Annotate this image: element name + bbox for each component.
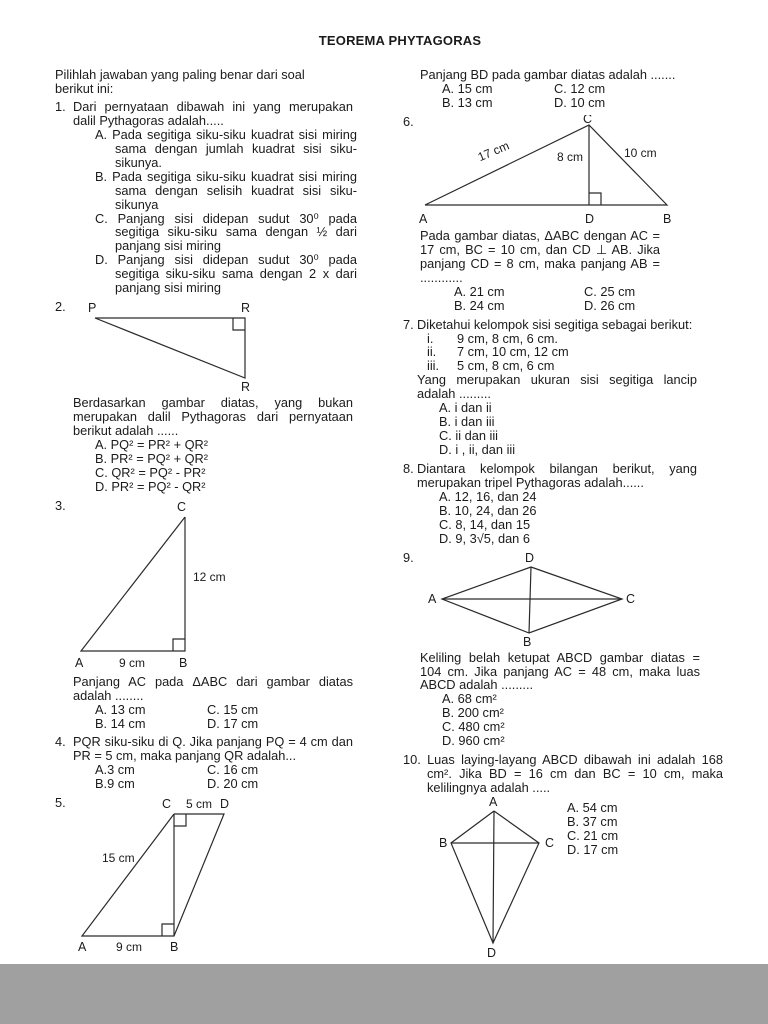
vertex-label-b: B	[663, 211, 672, 226]
triangle-outline	[81, 517, 185, 651]
item-text: 7 cm, 10 cm, 12 cm	[457, 344, 569, 360]
vertex-label-a: A	[78, 940, 87, 955]
question-2-body	[55, 396, 367, 494]
vertex-label-d: D	[525, 550, 535, 565]
question-7-number: 7.	[403, 316, 414, 332]
question-10-options	[567, 801, 618, 857]
question-2-text: Berdasarkan gambar diatas, yang bukan merupakan dalil Pythagoras dari pernyataan berikut adalah ......	[73, 395, 353, 439]
right-column	[403, 68, 745, 961]
option-d: D. PR² = PQ² - QR²	[95, 478, 206, 494]
diagonal-ad	[493, 811, 494, 943]
option-a: A. 54 cm	[567, 799, 618, 815]
question-9-body	[403, 651, 745, 749]
option-a: A. 21 cm	[454, 283, 505, 299]
option-c: C. 480 cm²	[442, 719, 505, 735]
option-c: C. 16 cm	[207, 762, 259, 778]
side-label-8cm: 8 cm	[556, 149, 583, 164]
question-6-text: Pada gambar diatas, ΔABC dengan AC = 17 cm, BC = 10 cm, dan CD ⊥ AB. Jika panjang CD = 8 cm, maka panjang AB = ............	[420, 227, 660, 285]
option-b: B. 14 cm	[95, 715, 146, 731]
figure-rhombus-abcd	[426, 551, 641, 649]
option-b: B. 24 cm	[454, 297, 505, 313]
question-6-number: 6.	[403, 113, 414, 129]
figure-triangle-with-altitude	[417, 115, 679, 227]
list-item-iii	[427, 359, 745, 373]
list-item-i	[427, 332, 745, 346]
option-a: A. 68 cm²	[442, 691, 497, 707]
option-a: A.3 cm	[95, 762, 135, 778]
option-d: D. 10 cm	[554, 95, 606, 111]
option-a: A. i dan ii	[439, 400, 492, 416]
rhombus-lines	[442, 567, 622, 633]
vertex-label-c: C	[177, 499, 187, 514]
right-angle-mark	[233, 318, 245, 330]
question-7-text2: Yang merupakan ukuran sisi segitiga lancip adalah .........	[417, 372, 697, 402]
option-d: D. 17 cm	[207, 715, 259, 731]
item-label: ii.	[427, 344, 437, 360]
figure-lines	[82, 814, 224, 936]
question-7-text: Diketahui kelompok sisi segitiga sebagai berikut:	[417, 316, 693, 332]
option-c: C. Panjang sisi didepan sudut 30⁰ pada segitiga siku-siku sama dengan ½ dari panjang sisi miring	[95, 210, 357, 254]
option-a: A. PQ² = PR² + QR²	[95, 436, 209, 452]
option-a: A. 12, 16, dan 24	[439, 488, 537, 504]
question-7-options	[417, 401, 745, 457]
list-item-ii	[427, 345, 745, 359]
question-8	[403, 462, 745, 546]
kite-outline	[451, 811, 539, 943]
vertex-label-c: C	[626, 591, 636, 606]
option-a: A. 13 cm	[95, 701, 146, 717]
vertex-label-b: B	[179, 655, 188, 670]
option-c: C. QR² = PQ² - PR²	[95, 464, 206, 480]
question-7	[403, 318, 745, 457]
triangle-lines	[81, 517, 185, 651]
vertex-label-d: D	[220, 797, 230, 812]
option-c: C. 21 cm	[567, 827, 619, 843]
side-label-5cm: 5 cm	[186, 797, 213, 812]
figure-right-triangle-abc	[73, 499, 313, 673]
option-d: D. 17 cm	[567, 841, 619, 857]
vertex-label-a: A	[428, 591, 437, 606]
option-c: C. 8, 14, dan 15	[439, 516, 531, 532]
option-c: C. 25 cm	[584, 283, 636, 299]
question-3-figure-row	[55, 499, 367, 673]
viewer-background	[0, 964, 768, 1024]
question-8-text: Diantara kelompok bilangan berikut, yang merupakan tripel Pythagoras adalah......	[417, 460, 697, 490]
option-d: D. 20 cm	[207, 776, 259, 792]
vertex-label-d: D	[487, 945, 497, 960]
side-label-17cm: 17 cm	[475, 138, 512, 165]
question-4-body	[73, 735, 367, 791]
option-b: B. 13 cm	[442, 95, 493, 111]
vertex-label-a: A	[419, 211, 428, 226]
question-7-body	[417, 318, 745, 457]
option-d: D. 9, 3√5, dan 6	[439, 530, 530, 546]
option-b: B. 37 cm	[567, 813, 618, 829]
option-b: B. i dan iii	[439, 414, 495, 430]
vertex-label-a: A	[75, 655, 84, 670]
question-6-options	[420, 285, 745, 313]
vertex-label-b: B	[170, 940, 179, 955]
question-1-text: Dari pernyataan dibawah ini yang merupakan dalil Pythagoras adalah.....	[73, 99, 353, 128]
figure-trapezoid-abcd	[78, 796, 308, 956]
right-angle-mark	[173, 639, 185, 651]
question-9-text: Keliling belah ketupat ABCD gambar diatas = 104 cm. Jika panjang AC = 48 cm, maka luas ABCD adalah .........	[420, 649, 700, 693]
question-1	[55, 100, 367, 295]
vertex-label-d: D	[585, 211, 595, 226]
triangle-outline	[425, 125, 667, 205]
left-column	[55, 68, 367, 961]
question-3-text: Panjang AC pada ΔABC dari gambar diatas adalah ........	[73, 673, 353, 703]
triangle-lines	[95, 318, 245, 378]
vertex-label-p: P	[88, 301, 97, 316]
option-b: B.9 cm	[95, 776, 135, 792]
option-b: B. 10, 24, dan 26	[439, 502, 537, 518]
side-label-15cm: 15 cm	[102, 851, 135, 866]
question-8-options	[417, 490, 745, 546]
option-c: C. ii dan iii	[439, 428, 499, 444]
two-column-layout	[55, 68, 745, 961]
page-title: TEOREMA PHYTAGORAS	[318, 33, 482, 48]
option-c: C. 15 cm	[207, 701, 259, 717]
question-4-options	[73, 763, 367, 791]
question-4-text: PQR siku-siku di Q. Jika panjang PQ = 4 cm dan PR = 5 cm, maka panjang QR adalah...	[73, 734, 353, 764]
side-label-12cm: 12 cm	[193, 569, 226, 584]
option-a: A. 15 cm	[442, 81, 493, 97]
rhombus-outline	[442, 567, 622, 633]
side-label-9cm: 9 cm	[119, 655, 146, 670]
question-8-body	[417, 462, 745, 546]
question-10-figure-row	[403, 797, 745, 961]
vertex-label-r-bottom: R	[241, 380, 251, 395]
question-3-number: 3.	[55, 497, 66, 513]
option-d: D. 960 cm²	[442, 733, 505, 749]
question-7-items	[417, 332, 745, 374]
item-text: 5 cm, 8 cm, 6 cm	[457, 358, 555, 374]
vertex-label-c: C	[583, 114, 593, 126]
right-angle-mark-top	[174, 814, 186, 826]
question-5-figure-row	[55, 796, 367, 956]
triangle-lines	[425, 125, 667, 205]
diagonal-db	[529, 567, 531, 633]
question-6-figure-row	[403, 115, 745, 227]
question-5-options	[420, 82, 745, 110]
side-label-10cm: 10 cm	[624, 145, 657, 160]
question-3-body	[55, 675, 367, 731]
question-5-text: Panjang BD pada gambar diatas adalah .......	[420, 67, 676, 83]
question-1-body	[73, 100, 367, 295]
question-9-figure-row	[403, 551, 745, 649]
question-2-number: 2.	[55, 299, 66, 315]
question-5-number: 5.	[55, 795, 66, 811]
right-angle-mark-bottom	[162, 924, 174, 936]
figure-right-triangle-pqr	[83, 300, 313, 394]
question-6-body	[403, 229, 745, 313]
side-label-9cm: 9 cm	[116, 940, 143, 955]
option-b: B. PR² = PQ² + QR²	[95, 450, 209, 466]
question-9-number: 9.	[403, 549, 414, 565]
question-1-number: 1.	[55, 99, 66, 115]
shape-outline	[82, 814, 224, 936]
kite-lines	[451, 811, 539, 943]
option-c: C. 12 cm	[554, 81, 606, 97]
option-b: B. 200 cm²	[442, 705, 504, 721]
question-1-options	[73, 128, 367, 295]
option-b: B. Pada segitiga siku-siku kuadrat sisi miring sama dengan selisih kuadrat sisi siku-sikunya	[95, 168, 357, 212]
option-d: D. Panjang sisi didepan sudut 30⁰ pada segitiga siku-siku sama dengan 2 x dari panjang sisi miring	[95, 252, 357, 296]
option-d: D. i , ii, dan iii	[439, 442, 516, 458]
figure-kite-abcd	[439, 797, 559, 961]
vertex-label-c: C	[545, 835, 555, 850]
question-2-options	[73, 438, 367, 494]
question-2-figure-row	[55, 300, 367, 394]
item-label: i.	[427, 330, 434, 346]
question-9-options	[420, 692, 745, 748]
vertex-label-r-top: R	[241, 301, 251, 316]
vertex-label-c: C	[162, 797, 172, 812]
option-a: A. Pada segitiga siku-siku kuadrat sisi miring sama dengan jumlah kuadrat sisi siku-sikunya.	[95, 126, 357, 170]
triangle-outline	[95, 318, 245, 378]
question-8-number: 8.	[403, 460, 414, 476]
vertex-label-a: A	[489, 796, 498, 809]
vertex-label-b: B	[439, 835, 448, 850]
vertex-label-b: B	[523, 634, 532, 649]
option-d: D. 26 cm	[584, 297, 636, 313]
intro-text: Pilihlah jawaban yang paling benar dari soal berikut ini:	[55, 67, 305, 97]
question-4	[55, 735, 367, 791]
question-3-options	[73, 703, 367, 731]
question-4-number: 4.	[55, 734, 66, 750]
item-text: 9 cm, 8 cm, 6 cm.	[457, 330, 558, 346]
item-label: iii.	[427, 358, 440, 374]
question-10-text: 10. Luas laying-layang ABCD dibawah ini adalah 168 cm². Jika BD = 16 cm dan BC = 10 cm, maka kelilingnya adalah .....	[403, 752, 723, 796]
right-angle-mark	[589, 193, 601, 205]
question-5-continued	[403, 68, 745, 110]
